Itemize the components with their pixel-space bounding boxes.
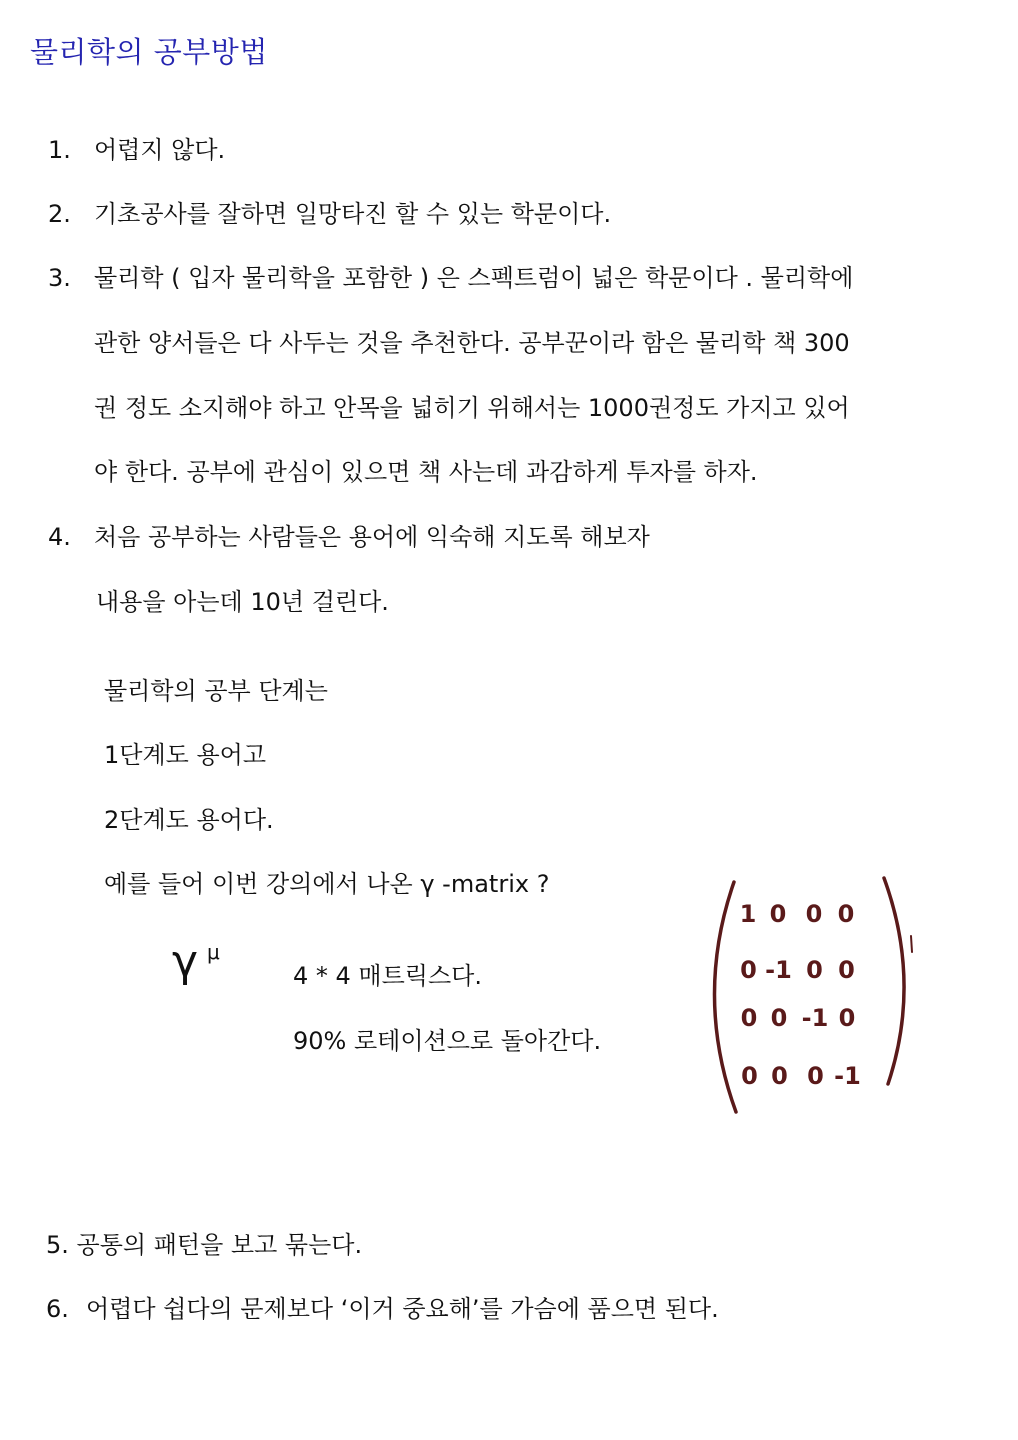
- list-text-line: 내용을 아는데 10년 걸린다.: [96, 588, 389, 616]
- list-text-line: 권 정도 소지해야 하고 안목을 넓히기 위해서는 1000권정도 가지고 있어: [94, 394, 850, 422]
- list-text-line: 관한 양서들은 다 사두는 것을 추천한다. 공부꾼이라 함은 물리학 책 300: [94, 329, 850, 357]
- matrix-cell: 0: [770, 1004, 788, 1032]
- matrix-cell: 0: [740, 956, 757, 984]
- list-text: 공통의 패턴을 보고 묶는다.: [76, 1231, 363, 1259]
- matrix-cell: 0: [838, 1004, 856, 1032]
- list-text-line: 처음 공부하는 사람들은 용어에 익숙해 지도록 해보자: [94, 523, 650, 551]
- example-line: 예를 들어 이번 강의에서 나온 γ -matrix ?: [104, 870, 550, 898]
- matrix-cell: -1: [834, 1062, 861, 1090]
- matrix-left-bracket: [714, 882, 736, 1112]
- list-item-1: [48, 136, 225, 165]
- list-number: 4.: [48, 523, 71, 551]
- matrix-drawing: [700, 872, 920, 1122]
- matrix-cell: 0: [771, 1062, 788, 1090]
- step-1: 1단계도 용어고: [104, 741, 267, 769]
- matrix-cell: 0: [805, 900, 823, 928]
- list-item-2: [48, 200, 611, 229]
- step-2: 2단계도 용어다.: [104, 806, 274, 834]
- list-item-3: [48, 264, 853, 293]
- steps-intro: 물리학의 공부 단계는: [104, 677, 328, 705]
- matrix-cell: 0: [740, 1004, 758, 1032]
- list-text-line: 야 한다. 공부에 관심이 있으면 책 사는데 과감하게 투자를 하자.: [94, 458, 758, 486]
- list-number: 3.: [48, 264, 71, 292]
- list-text-line: 물리학 ( 입자 물리학을 포함한 ) 은 스펙트럼이 넓은 학문이다 . 물리학에: [94, 264, 854, 292]
- gamma-description-1: 4 * 4 매트릭스다.: [293, 962, 482, 990]
- page-title: 물리학의 공부방법: [30, 35, 268, 69]
- list-text: 어렵지 않다.: [94, 136, 226, 164]
- gamma-symbol: γ: [172, 936, 199, 987]
- matrix-cell: -1: [801, 1004, 829, 1032]
- handwritten-matrix: [700, 872, 920, 1122]
- list-number: 2.: [48, 200, 71, 228]
- list-number: 5.: [46, 1231, 69, 1259]
- matrix-cell: 0: [838, 956, 855, 984]
- matrix-cell: 0: [741, 1062, 758, 1090]
- list-item-5: [46, 1231, 362, 1260]
- gamma-superscript: μ: [207, 940, 220, 964]
- matrix-right-bracket: [884, 878, 904, 1084]
- list-number: 1.: [48, 136, 71, 164]
- matrix-cell: 0: [837, 900, 855, 928]
- list-number: 6.: [46, 1295, 69, 1323]
- matrix-cell: 0: [769, 900, 787, 928]
- list-item-4: [48, 523, 650, 552]
- matrix-cell: 1: [739, 900, 757, 928]
- list-item-6: [46, 1295, 719, 1324]
- matrix-mark: [911, 936, 912, 952]
- matrix-cell: -1: [765, 956, 792, 984]
- list-text: 어렵다 쉽다의 문제보다 ‘이거 중요해’를 가슴에 품으면 된다.: [86, 1295, 719, 1323]
- matrix-cell: 0: [807, 1062, 824, 1090]
- gamma-description-2: 90% 로테이션으로 돌아간다.: [293, 1027, 602, 1055]
- list-text: 기초공사를 잘하면 일망타진 할 수 있는 학문이다.: [94, 200, 612, 228]
- matrix-cell: 0: [806, 956, 823, 984]
